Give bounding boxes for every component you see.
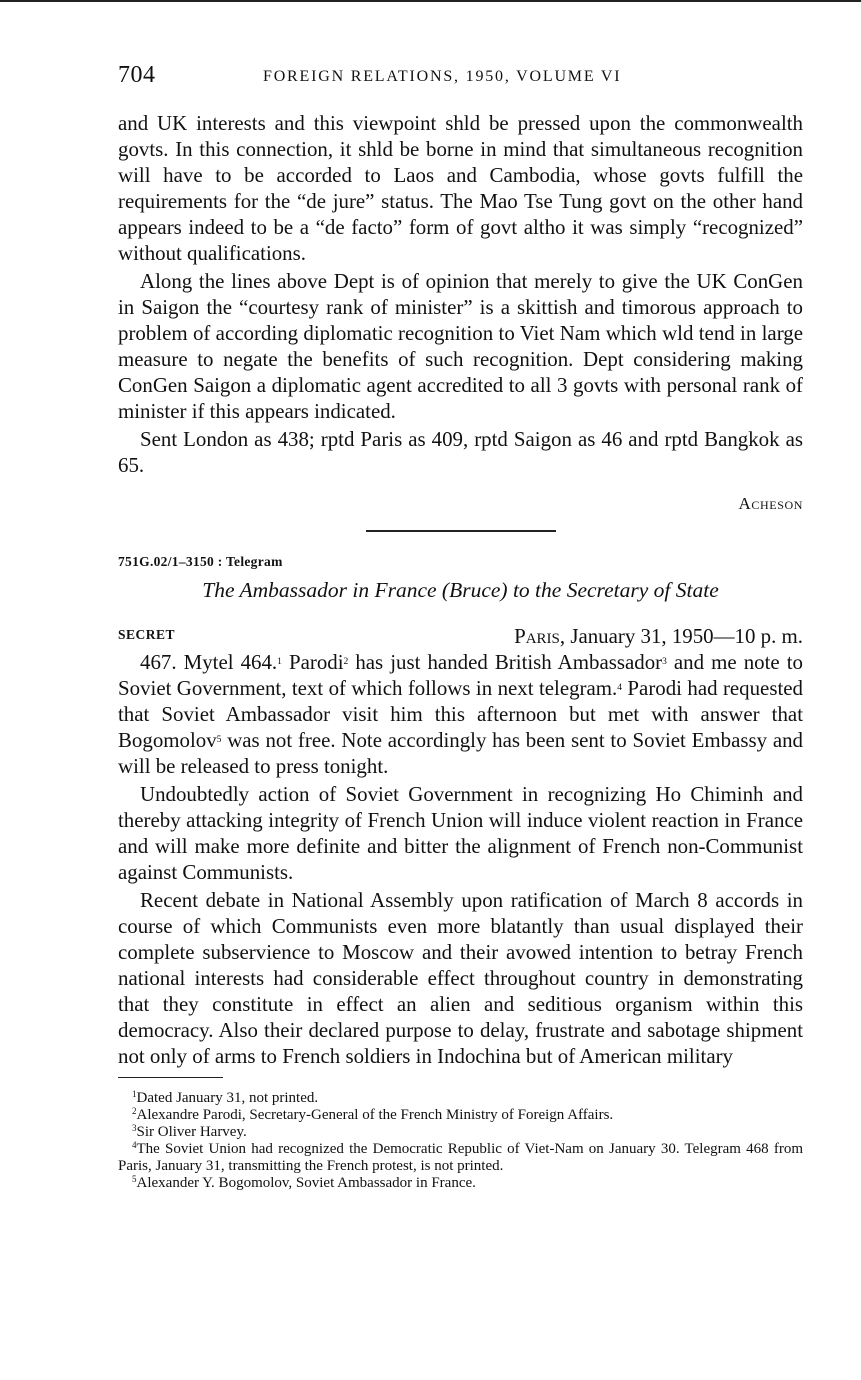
dateline [514, 624, 803, 649]
telegram-paragraph-1 [118, 649, 803, 779]
dateline-date: , January 31, 1950—10 p. m. [559, 624, 803, 648]
telegram-text-segment: was not free. Note accordingly has been sent to Soviet Embassy and will be released to press tonight. [118, 728, 803, 778]
footnote-mark: 4 [132, 1140, 137, 1150]
continuation-paragraph-1: and UK interests and this viewpoint shld be pressed upon the commonwealth govts. In this connection, it shld be borne in mind that simultaneous recognition will have to be accorded to Laos and Cambodia, whose govts fulfill the requirements for the “de jure” status. The Mao Tse Tung govt on the other hand appears indeed to be a “de facto” form of govt altho it was simply “recognized” without qualifications. [118, 111, 803, 265]
footnote-mark: 5 [132, 1174, 137, 1184]
footnote-text: Dated January 31, not printed. [136, 1090, 319, 1106]
footnote-divider [118, 1077, 223, 1078]
footnote-mark: 1 [132, 1089, 137, 1099]
footnote-3 [118, 1124, 803, 1141]
telegram-text-segment: Parodi had requested that Soviet Ambassador visit him this afternoon but met with answer that Bogomolov [118, 676, 803, 752]
footnote-4 [118, 1141, 803, 1175]
telegram-header [118, 619, 803, 649]
signature: Acheson [738, 494, 803, 513]
telegram-paragraph-2: Undoubtedly action of Soviet Government in recognizing Ho Chiminh and thereby attacking integrity of French Union will induce violent reaction in France and will make more definite and bitter the alignment of French non-Communist against Communists. [118, 782, 803, 884]
running-head [118, 62, 803, 94]
section-divider [366, 530, 556, 532]
telegram-paragraph-3: Recent debate in National Assembly upon ratification of March 8 accords in course of which Communists even more blatantly than usual displayed their complete subservience to Moscow and their avowed intention to betray French national interests had considerable effect throughout country in demonstrating that they constitute in effect an alien and seditious organism within this democracy. Also their declared purpose to delay, frustrate and sabotage shipment not only of arms to French soldiers in Indochina but of American military [118, 888, 803, 1068]
footnote-text: The Soviet Union had recognized the Democratic Republic of Viet-Nam on January 30. Telegram 468 from Paris, January 31, transmitting the French protest, is not printed. [118, 1141, 803, 1174]
continuation-paragraph-2: Along the lines above Dept is of opinion that merely to give the UK ConGen in Saigon the “courtesy rank of minister” is a skittish and timorous approach to problem of according diplomatic recognition to Viet Nam which wld tend in large measure to negate the benefits of such recognition. Dept considering making ConGen Saigon a diplomatic agent accredited to all 3 govts with personal rank of minister if this appears indicated. [118, 269, 803, 423]
footnote-ref-4: 4 [617, 683, 623, 693]
footnote-text: Sir Oliver Harvey. [136, 1124, 247, 1140]
footnote-mark: 3 [132, 1123, 137, 1133]
footnote-ref-1: 1 [277, 657, 282, 667]
file-reference: 751G.02/1–3150 : Telegram [118, 554, 283, 569]
page-number: 704 [118, 62, 156, 88]
telegram-text-segment: 467. Mytel 464. [140, 650, 278, 674]
footnote-ref-5: 5 [216, 735, 222, 745]
document-title: The Ambassador in France (Bruce) to the Secretary of State [202, 578, 719, 602]
dateline-place: Paris [514, 624, 560, 648]
classification-label: SECRET [118, 627, 176, 642]
running-title: FOREIGN RELATIONS, 1950, VOLUME VI [263, 68, 622, 85]
footnote-ref-2: 2 [343, 657, 349, 667]
footnote-text: Alexandre Parodi, Secretary-General of the French Ministry of Foreign Affairs. [136, 1107, 614, 1123]
footnote-text: Alexander Y. Bogomolov, Soviet Ambassador in France. [136, 1175, 476, 1191]
continuation-paragraph-3: Sent London as 438; rptd Paris as 409, rptd Saigon as 46 and rptd Bangkok as 65. [118, 427, 803, 477]
footnote-1 [118, 1090, 803, 1107]
footnote-5 [118, 1175, 803, 1192]
footnote-ref-3: 3 [662, 657, 667, 667]
telegram-text-segment: Parodi [281, 650, 344, 674]
footnotes [118, 1090, 803, 1192]
footnote-2 [118, 1107, 803, 1124]
footnote-mark: 2 [132, 1106, 137, 1116]
telegram-text-segment: and me note to Soviet Government, text of which follows in next telegram. [118, 650, 803, 700]
page-body [118, 110, 803, 1192]
telegram-text-segment: has just handed British Ambassador [348, 650, 663, 674]
